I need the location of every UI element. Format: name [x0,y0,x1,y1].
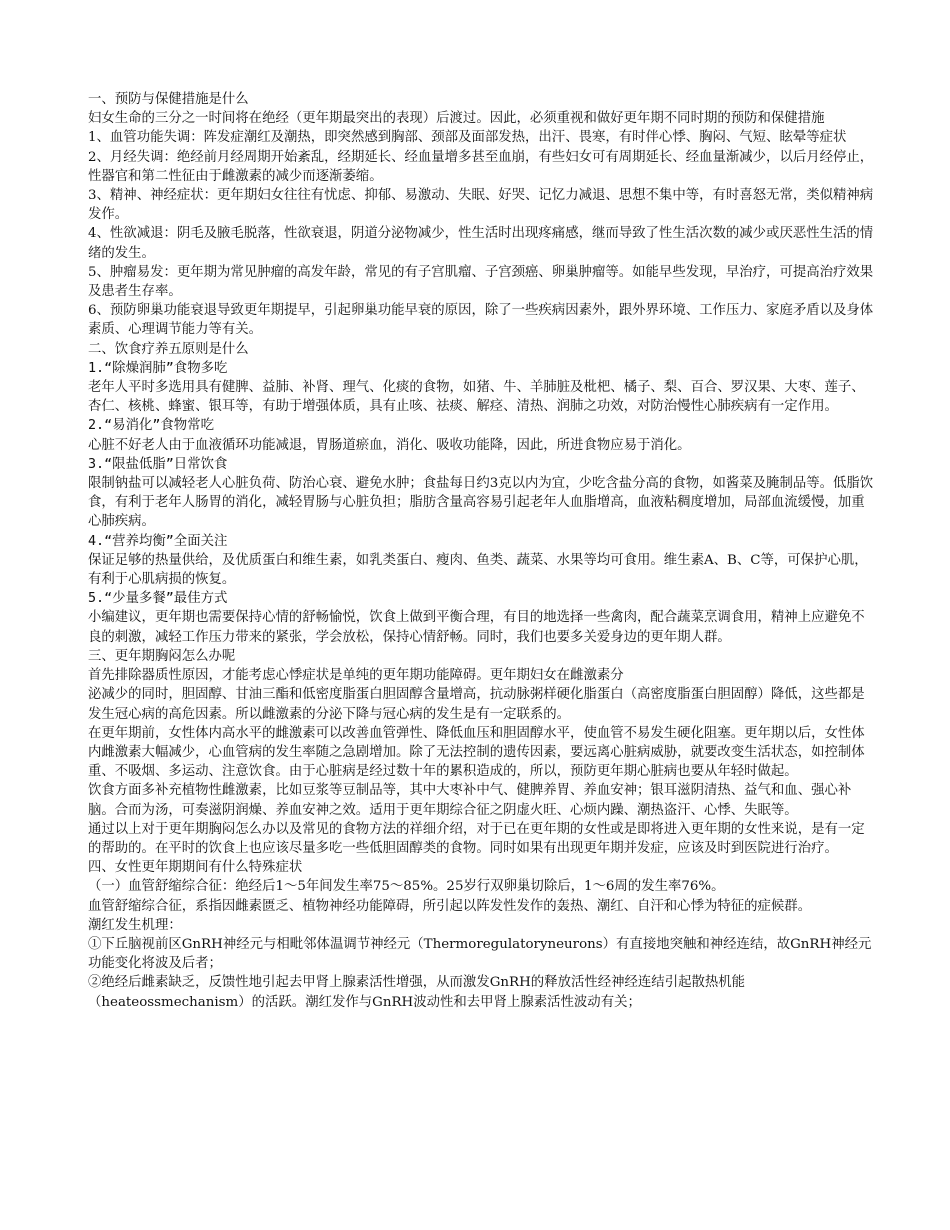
paragraph-item-6: 6、预防卵巢功能衰退导致更年期提早，引起卵巢功能早衰的原因，除了一些疾病因素外，跟外界环境、工作压力、家庭矛盾以及身体素质、心理调节能力等有关。 [88,303,874,338]
paragraph-diet-2: 心脏不好老人由于血液循环功能减退，胃肠道瘀血，消化、吸收功能降，因此，所进食物应易于消化。 [88,437,691,453]
section-heading-1: 一、预防与保健措施是什么 [88,92,249,107]
subheading-diet-3: 3.“限盐低脂”日常饮食 [88,456,228,472]
paragraph-chest-1: 首先排除器质性原因，才能考虑心悸症状是单纯的更年期功能障碍。更年期妇女在雌激素分 [88,668,624,684]
paragraph-item-1: 1、血管功能失调：阵发症潮红及潮热，即突然感到胸部、颈部及面部发热，出汗、畏寒，有时伴心悸、胸闷、气短、眩晕等症状 [88,130,847,146]
paragraph-symptom-5: ②绝经后雌素缺乏，反馈性地引起去甲肾上腺素活性增强，从而激发GnRH的释放活性经神经连结引起散热机能（heateossmechanism）的活跃。潮红发作与GnRH波动性和去甲肾上腺素活性波动有关； [88,975,746,1010]
paragraph-chest-4: 饮食方面多补充植物性雌激素，比如豆浆等豆制品等，其中大枣补中气、健脾养胃、养血安神；银耳滋阴清热、益气和血、强心补脑。合而为汤，可奏滋阴润燥、养血安神之效。适用于更年期综合征之阴虚火旺、心烦内躁、潮热盗汗、心悸、失眠等。 [88,783,852,818]
paragraph-symptom-4: ①下丘脑视前区GnRH神经元与相毗邻体温调节神经元（Thermoregulatoryneurons）有直接地突触和神经连结，故GnRH神经元功能变化将波及后者； [88,936,872,972]
document-body [88,90,878,1012]
paragraph-item-3: 3、精神、神经症状：更年期妇女往往有忧虑、抑郁、易激动、失眠、好哭、记忆力减退、思想不集中等，有时喜怒无常，类似精神病发作。 [88,188,874,223]
section-heading-2: 二、饮食疗养五原则是什么 [88,341,249,357]
paragraph-diet-4: 保证足够的热量供给，及优质蛋白和维生素，如乳类蛋白、瘦肉、鱼类、蔬菜、水果等均可食用。维生素A、B、C等，可保护心肌，有利于心肌病损的恢复。 [88,552,868,588]
paragraph-diet-3: 限制钠盐可以减轻老人心脏负荷、防治心衰、避免水肿；食盐每日约3克以内为宜，少吃含盐分高的食物，如酱菜及腌制品等。低脂饮食，有利于老年人肠胃的消化，减轻胃肠与心脏负担；脂肪含量高容易引起老年人血脂增高，血液粘稠度增加，局部血流缓慢，加重心肺疾病。 [88,476,874,530]
paragraph-chest-2: 泌减少的同时，胆固醇、甘油三酯和低密度脂蛋白胆固醇含量增高，抗动脉粥样硬化脂蛋白（高密度脂蛋白胆固醇）降低，这些都是发生冠心病的高危因素。所以雌激素的分泌下降与冠心病的发生是有一定联系的。 [88,687,865,722]
paragraph-item-5: 5、肿瘤易发：更年期为常见肿瘤的高发年龄，常见的有子宫肌瘤、子宫颈癌、卵巢肿瘤等。如能早些发现，早治疗，可提高治疗效果及患者生存率。 [88,264,874,300]
subheading-diet-2: 2.“易消化”食物常吃 [88,418,214,434]
paragraph-diet-1: 老年人平时多选用具有健脾、益肺、补肾、理气、化痰的食物，如猪、牛、羊肺脏及枇杷、橘子、梨、百合、罗汉果、大枣、莲子、杏仁、核桃、蜂蜜、银耳等，有助于增强体质，具有止咳、祛痰、解痉、清热、润肺之功效，对防治慢性心肺疾病有一定作用。 [88,380,865,415]
section-heading-3: 三、更年期胸闷怎么办呢 [88,648,236,664]
paragraph-item-4: 4、性欲减退：阴毛及腋毛脱落，性欲衰退，阴道分泌物减少，性生活时出现疼痛感，继而导致了性生活次数的减少或厌恶性生活的情绪的发生。 [88,226,874,261]
subheading-diet-1: 1.“除燥润肺”食物多吃 [88,360,228,376]
paragraph-symptom-2: 血管舒缩综合征，系指因雌素匮乏、植物神经功能障碍，所引起以阵发性发作的轰热、潮红、自汗和心悸为特征的症候群。 [88,898,812,914]
subheading-diet-4: 4.“营养均衡”全面关注 [88,533,228,549]
paragraph-item-2: 2、月经失调：绝经前月经周期开始紊乱，经期延长、经血量增多甚至血崩，有些妇女可有周期延长、经血量渐减少，以后月经停止，性器官和第二性征由于雌激素的减少而逐渐萎缩。 [88,149,874,184]
subheading-diet-5: 5.“少量多餐”最佳方式 [88,591,228,607]
paragraph-intro: 妇女生命的三分之一时间将在绝经（更年期最突出的表现）后渡过。因此，必须重视和做好更年期不同时期的预防和保健措施 [88,111,825,127]
paragraph-chest-5: 通过以上对于更年期胸闷怎么办以及常见的食物方法的祥细介绍，对于已在更年期的女性或是即将进入更年期的女性来说，是有一定的帮助的。在平时的饮食上也应该尽量多吃一些低胆固醇类的食物。同时如果有出现更年期并发症，应该及时到医院进行治疗。 [88,821,865,856]
paragraph-symptom-1: （一）血管舒缩综合征：绝经后1～5年间发生率75～85%。25岁行双卵巢切除后，1～6周的发生率76%。 [88,879,725,895]
paragraph-symptom-3: 潮红发生机理： [88,917,182,933]
paragraph-diet-5: 小编建议，更年期也需要保持心情的舒畅愉悦，饮食上做到平衡合理，有目的地选择一些禽肉，配合蔬菜烹调食用，精神上应避免不良的刺激，减轻工作压力带来的紧张，学会放松，保持心情舒畅。同时，我们也要多关爱身边的更年期人群。 [88,610,865,645]
paragraph-chest-3: 在更年期前，女性体内高水平的雌激素可以改善血管弹性、降低血压和胆固醇水平，使血管不易发生硬化阻塞。更年期以后，女性体内雌激素大幅减少，心血管病的发生率随之急剧增加。除了无法控制的遗传因素，要远离心脏病威胁，就要改变生活状态，如控制体重、不吸烟、多运动、注意饮食。由于心脏病是经过数十年的累积造成的，所以，预防更年期心脏病也要从年轻时做起。 [88,725,865,780]
section-heading-4: 四、女性更年期期间有什么特殊症状 [88,860,303,876]
